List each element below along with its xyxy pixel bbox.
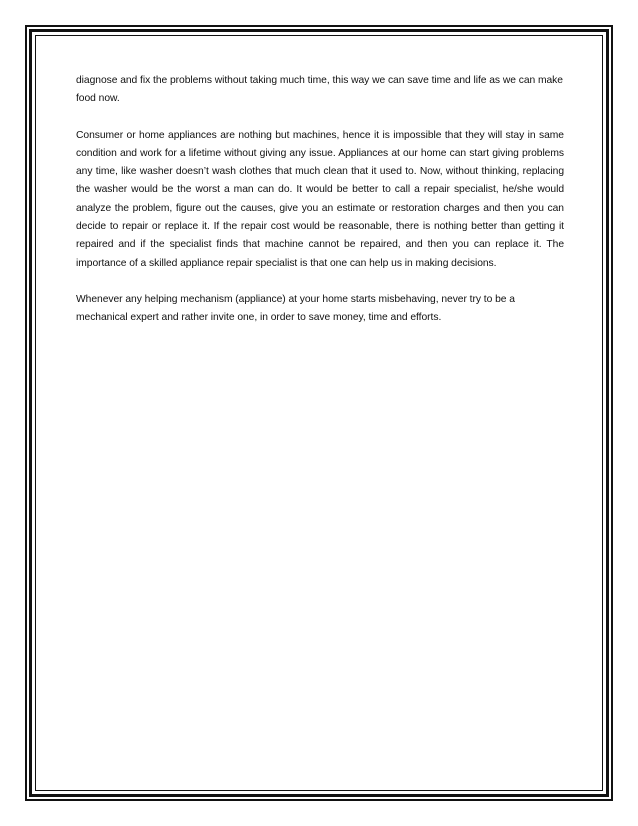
paragraph-conclusion: Whenever any helping mechanism (appliance) at your home starts misbehaving, never try to be a mechanical expert and rather invite one, in order to save money, time and efforts. [76, 293, 515, 324]
paragraph-appliances: Consumer or home appliances are nothing but machines, hence it is impossible that they will stay in same condition and work for a lifetime without giving any issue. Appliances at our home can start giving problems any time, like washer doesn’t wash clothes that much clean that it used to. Now, without thinking, replacing the washer would be the worst a man can do. It would be better to call a repair specialist, he/she would analyze the problem, figure out the causes, give you an estimate or restoration charges and then you can decide to repair or replace it. If the repair cost would be reasonable, there is nothing better than getting it repaired and if the specialist finds that machine cannot be repaired, and then you can replace it. The importance of a skilled appliance repair specialist is that one can help us in making decisions. [76, 129, 564, 269]
paragraph-continuation: diagnose and fix the problems without taking much time, this way we can save time and life as we can make food now. [76, 75, 563, 105]
body-text [76, 72, 564, 346]
